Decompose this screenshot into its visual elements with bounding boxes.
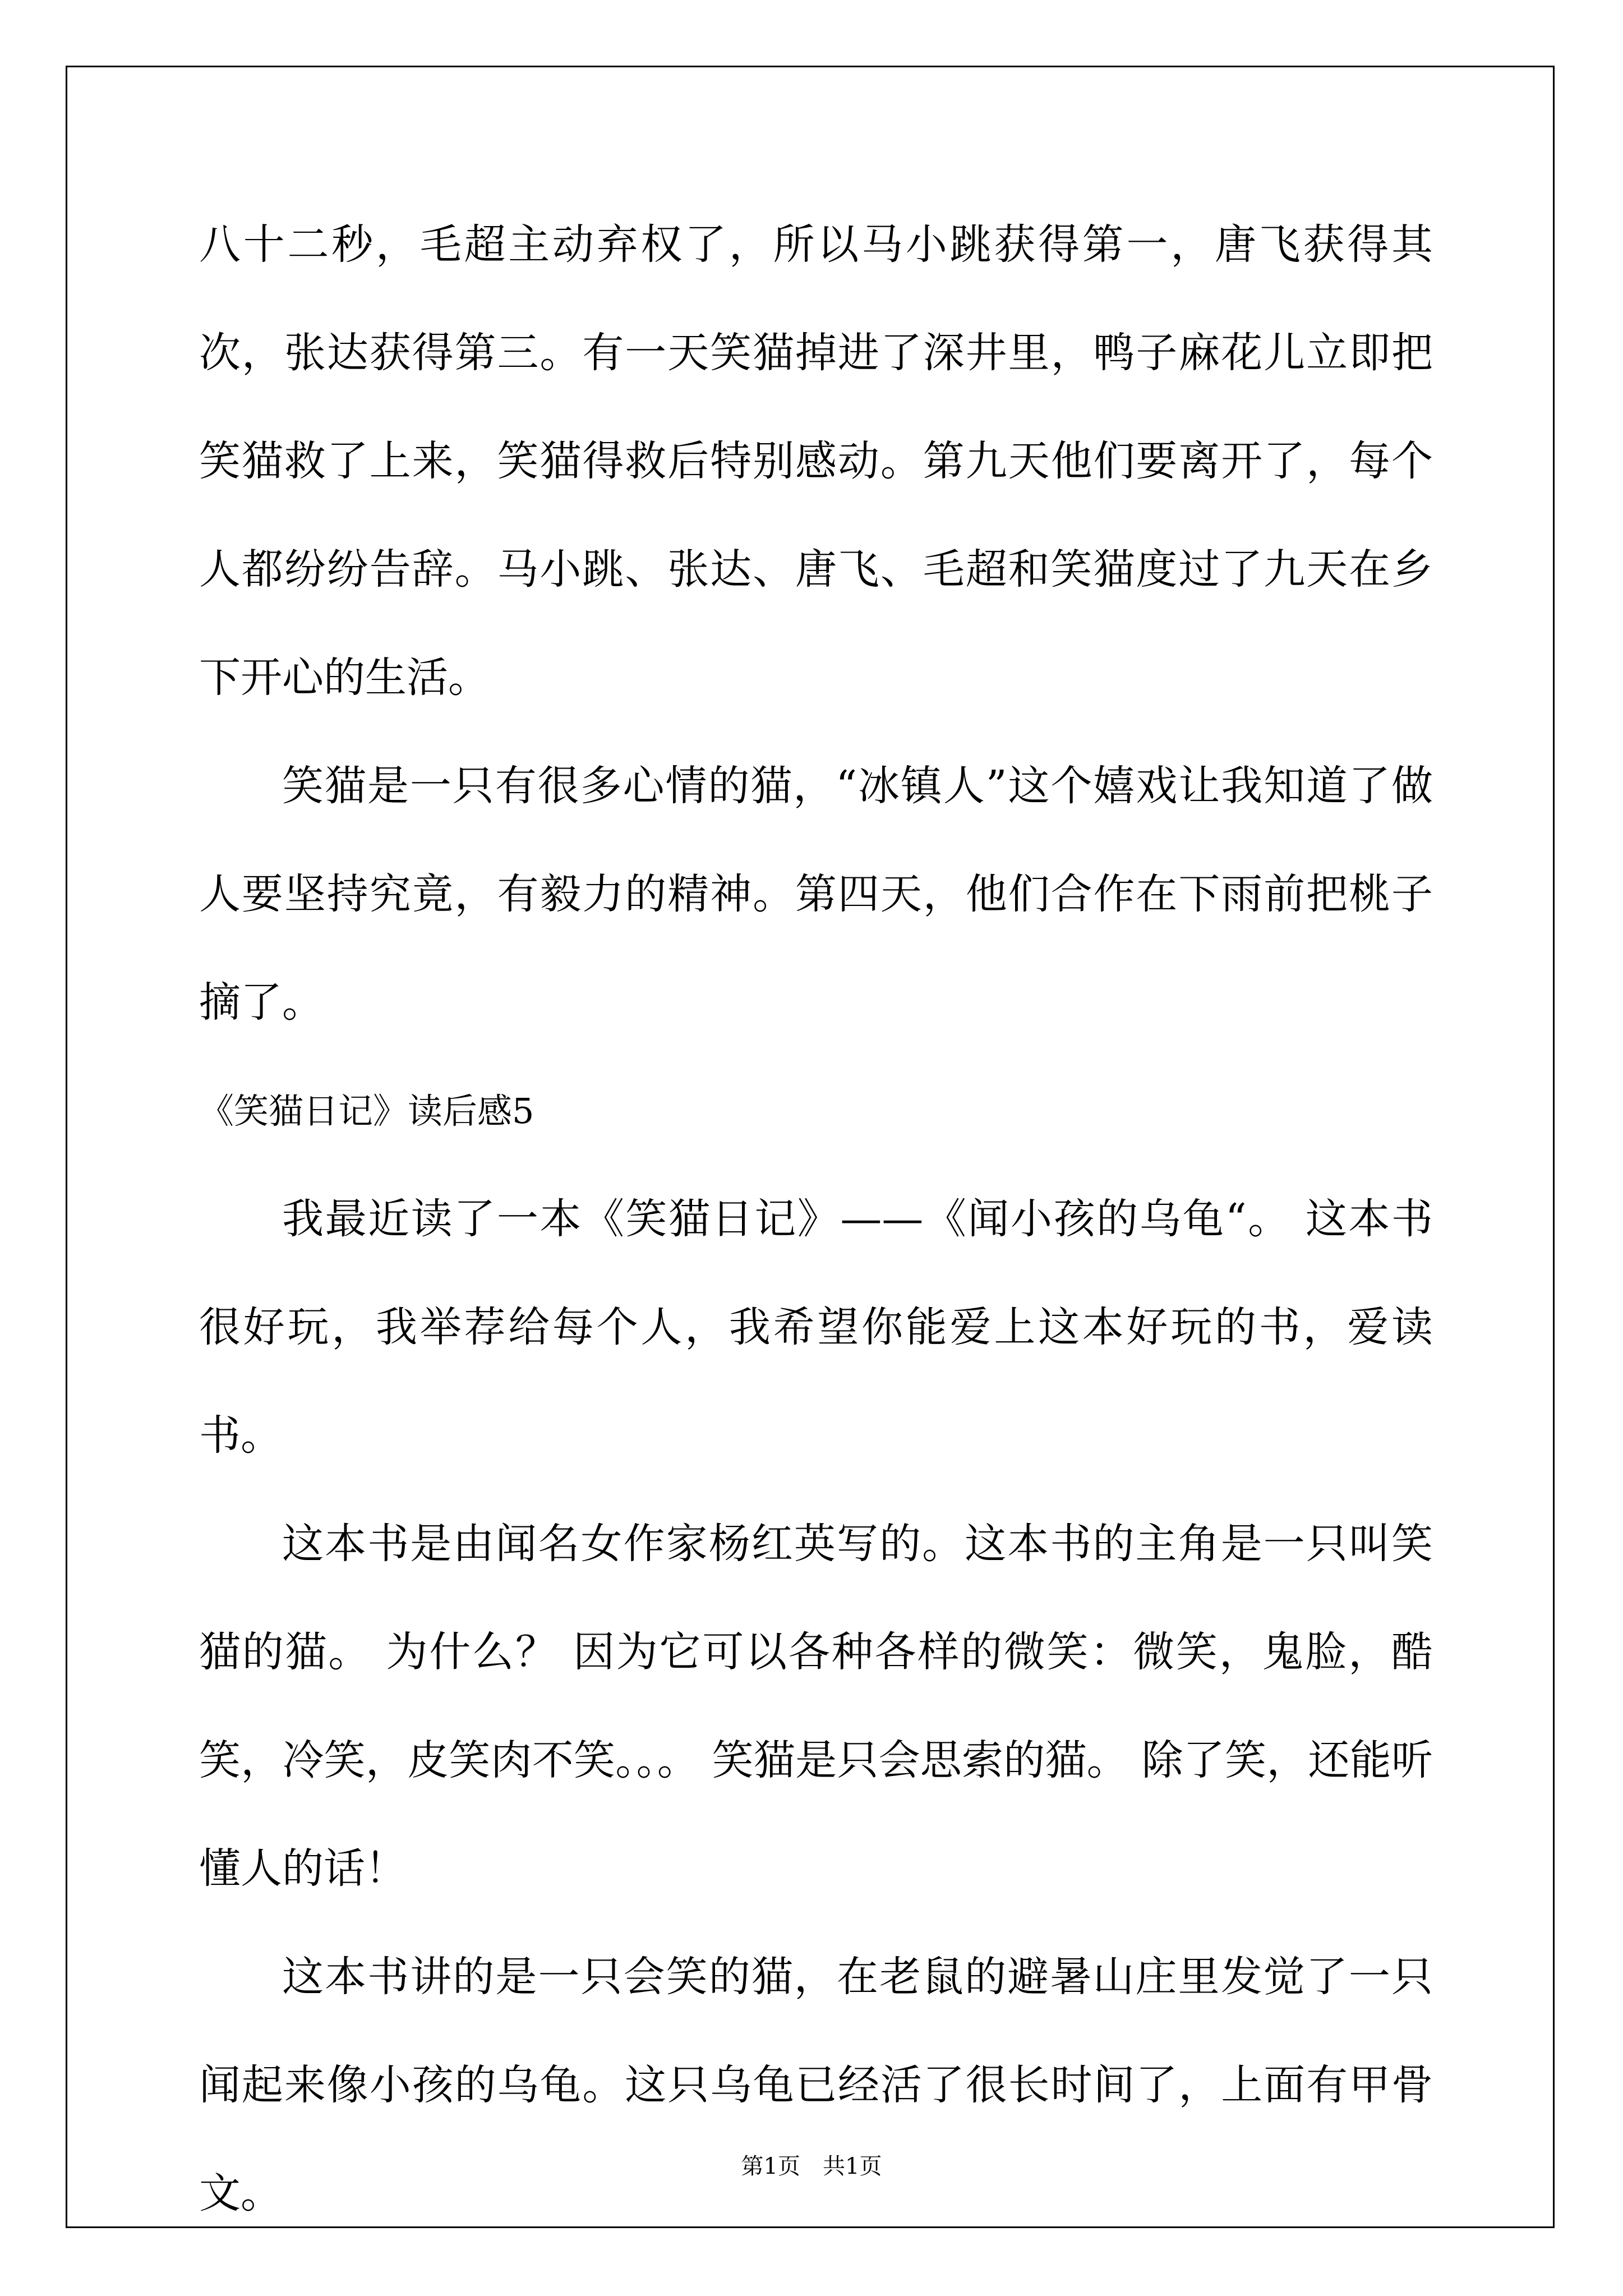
paragraph-3: 我最近读了一本《笑猫日记》——《闻小孩的乌龟“。 这本书很好玩，我举荐给每个人，我希望你能爱上这本好玩的书，爱读书。 (199, 1195, 1433, 1460)
paragraph-4: 这本书是由闻名女作家杨红英写的。这本书的主角是一只叫笑猫的猫。 为什么？ 因为它可以各种各样的微笑：微笑，鬼脸，酷笑，冷笑，皮笑肉不笑。。。 笑猫是只会思索的猫。 除了笑，还能听懂人的话！ (199, 1520, 1433, 1893)
document-body (199, 191, 1433, 2248)
paragraph-1: 八十二秒，毛超主动弃权了，所以马小跳获得第一，唐飞获得其次，张达获得第三。有一天笑猫掉进了深井里，鸭子麻花儿立即把笑猫救了上来，笑猫得救后特别感动。第九天他们要离开了，每个人都纷纷告辞。马小跳、张达、唐飞、毛超和笑猫度过了九天在乡下开心的生活。 (199, 220, 1433, 702)
paragraph-5: 这本书讲的是一只会笑的猫，在老鼠的避暑山庄里发觉了一只闻起来像小孩的乌龟。这只乌龟已经活了很长时间了，上面有甲骨文。 (199, 1953, 1433, 2217)
page-footer: 第1页 共1页 (741, 2154, 882, 2179)
section-heading: 《笑猫日记》读后感5 (199, 1091, 534, 1131)
paragraph-2: 笑猫是一只有很多心情的猫，“冰镇人”这个嬉戏让我知道了做人要坚持究竟，有毅力的精神。第四天，他们合作在下雨前把桃子摘了。 (199, 762, 1433, 1027)
